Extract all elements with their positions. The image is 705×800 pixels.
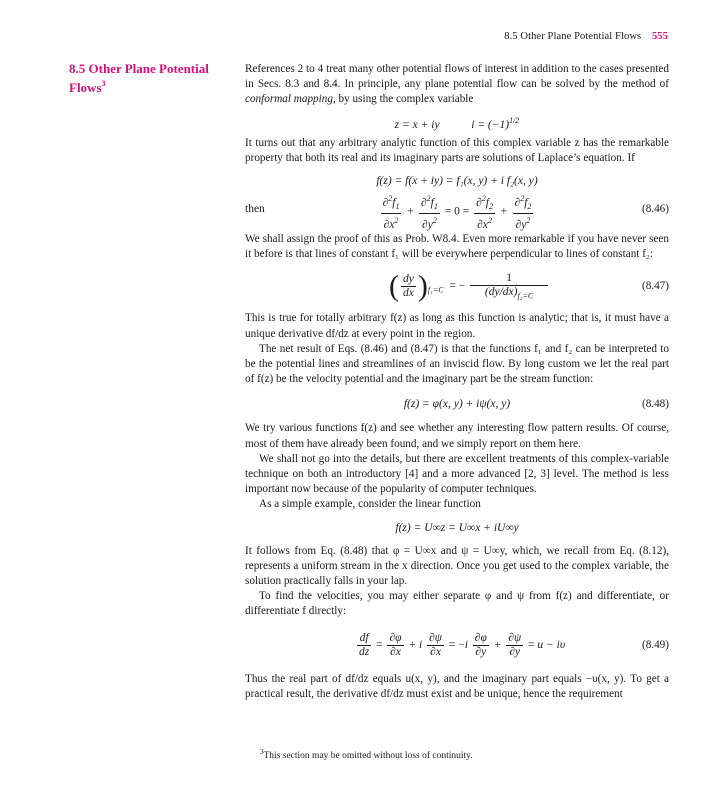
paragraph-9: It follows from Eq. (8.48) that φ = U∞x and ψ = U∞y, which, we recall from Eq. (8.12), represents a uniform stream in the x direction. Once you get used to the complex variable, the solution practically falls in your lap. <box>245 544 669 588</box>
paragraph-3: We shall assign the proof of this as Prob. W8.4. Even more remarkable if you have never seen it before is that lines of constant f₁ will be everywhere perpendicular to lines of constant f₂: <box>245 233 669 261</box>
equation-number-8-49: (8.49) <box>641 638 669 651</box>
page-number: 555 <box>651 31 668 42</box>
equation-f-of-z: f(z) = f(x + iy) = f₁(x, y) + i f₂(x, y) <box>376 175 538 188</box>
equation-number-8-46: (8.46) <box>641 203 669 216</box>
paragraph-4: This is true for totally arbitrary f(z) as long as this function is analytic; that is, it must have a unique derivative df/dz at every point in the region. <box>245 312 669 340</box>
section-title-line1: 8.5 Other Plane Potential <box>69 61 209 76</box>
paragraph-1: References 2 to 4 treat many other potential flows of interest in addition to the cases presented in Secs. 8.3 and 8.4. In principle, any plane potential flow can be solved by the method of conformal mapping, by using the complex variable <box>245 63 669 106</box>
running-title: 8.5 Other Plane Potential Flows <box>504 31 642 42</box>
section-title-line2: Flows <box>69 80 102 95</box>
equation-complex-variable: z = x + iy $i = (-1)^{1/2}$ <box>394 115 520 131</box>
body-text <box>245 62 669 702</box>
equation-8-49: $\frac{df}{dz}$ = $\frac{\partial\varphi}{\partial x}$ + i $\frac{\partial\psi}{\partial x}$ = −i $\frac{\partial\varphi}{\partial y}$ + $\frac{\partial\psi}{\partial y}$ = u − iυ (8.49) <box>245 626 669 664</box>
equation-number-8-48: (8.48) <box>641 398 669 411</box>
section-footnote-mark: 3 <box>101 79 106 88</box>
equation-8-46: then $\frac{\partial^2f_1}{\partial x^2}$ + $\frac{\partial^2f_1}{\partial y^2}$ = 0 = $\frac{\partial^2f_2}{\partial x^2}$ + $\frac{\partial^2f_2}{\partial y^2}$ (8.46) <box>245 194 669 231</box>
equation-linear-function: f(z) = U∞z = U∞x + iU∞y <box>395 521 519 534</box>
running-header <box>504 31 668 42</box>
paragraph-11: Thus the real part of df/dz equals u(x, y), and the imaginary part equals −υ(x, y). To get a practical result, the derivative df/dz must exist and be unique, hence the requirement <box>245 672 669 700</box>
footnote-text: This section may be omitted without loss of continuity. <box>263 751 473 762</box>
eq-then-label: then <box>245 203 265 216</box>
equation-8-47: ( $\frac{dy}{dx}$ )$_{f_1=C}$ = − $\frac{1}{(dy/dx)_{f_2=C}}$ (8.47) <box>245 264 669 308</box>
paragraph-10: To find the velocities, you may either separate φ and ψ from f(z) and differentiate, or differentiate f directly: <box>245 590 669 618</box>
footnote-mark: 3 <box>260 748 264 756</box>
footnote <box>260 748 473 761</box>
paragraph-5: The net result of Eqs. (8.46) and (8.47) is that the functions f₁ and f₂ can be interpreted to be the potential lines and streamlines of an inviscid flow. By long custom we let the real part of f(z) be the velocity potential and the imaginary part be the stream function: <box>245 342 669 386</box>
section-heading <box>69 61 219 95</box>
paragraph-8: As a simple example, consider the linear function <box>259 498 481 511</box>
paragraph-7: We shall not go into the details, but there are excellent treatments of this complex-variable technique on both an introductory [4] and a more advanced [2, 3] level. The method is less important now because of the popularity of computer techniques. <box>245 452 669 496</box>
paragraph-2: It turns out that any arbitrary analytic function of this complex variable z has the remarkable property that both its real and its imaginary parts are solutions of Laplace’s equation. If <box>245 136 669 164</box>
equation-number-8-47: (8.47) <box>641 280 669 293</box>
paragraph-6: We try various functions f(z) and see whether any interesting flow pattern results. Of course, most of them have already been found, and we simply report on them here. <box>245 422 669 450</box>
equation-8-48: f(z) = φ(x, y) + iψ(x, y) (8.48) <box>245 391 669 417</box>
